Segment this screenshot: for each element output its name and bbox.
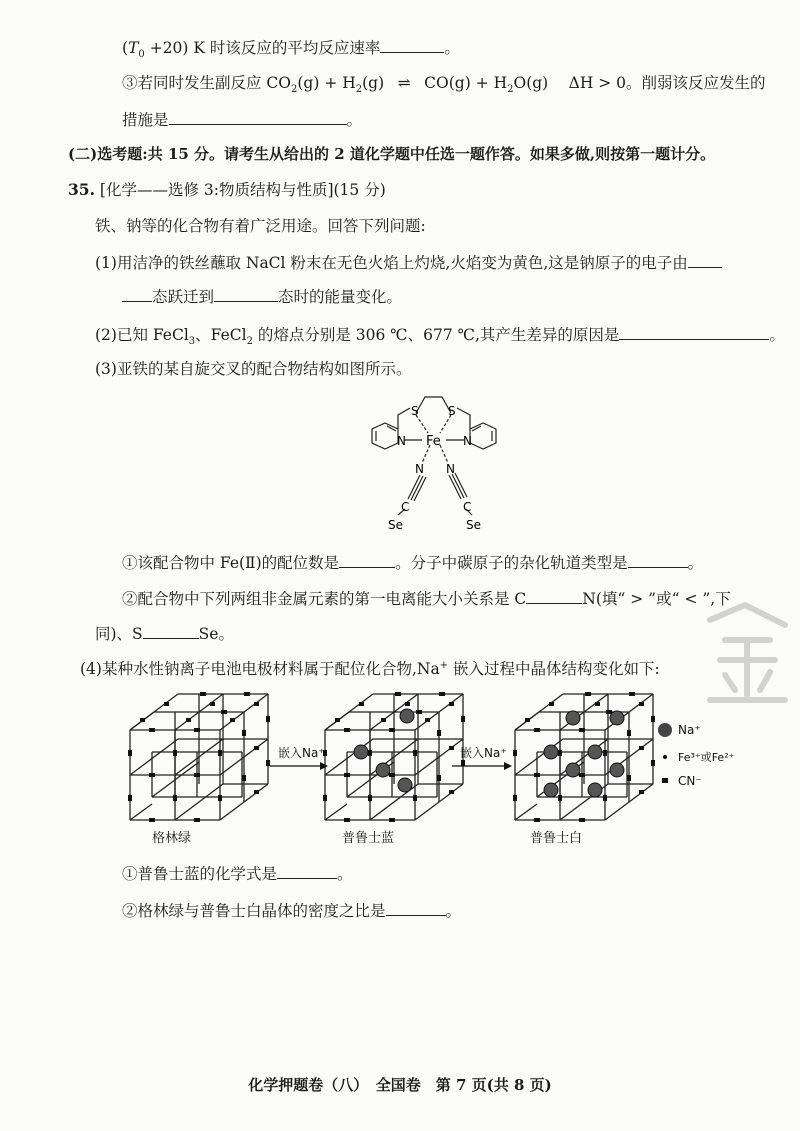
arrow-2 — [452, 745, 512, 770]
s-label: S — [411, 404, 419, 418]
answer-blank[interactable] — [143, 622, 199, 639]
answer-blank[interactable] — [122, 285, 152, 302]
n-label: N — [397, 434, 406, 448]
answer-blank[interactable] — [169, 108, 347, 125]
svg-text:Na⁺: Na⁺ — [678, 723, 701, 737]
arrow-1 — [270, 745, 328, 770]
c-label: C — [401, 500, 410, 514]
page-footer: 化学押题卷（八） 全国卷 第 7 页(共 8 页) — [248, 1076, 552, 1094]
q35-title: 35. [化学——选修 3:物质结构与性质](15 分) — [68, 180, 386, 199]
q35-part3-item2: ②配合物中下列两组非金属元素的第一电离能大小关系是 C N(填“ > ”或“ < ”,下 — [122, 587, 731, 610]
q35-part1-line2: 态跃迁到 态时的能量变化。 — [122, 285, 402, 308]
equilibrium-arrow: ⇌ — [397, 74, 411, 92]
q35-part3: (3)亚铁的某自旋交叉的配合物结构如图所示。 — [95, 360, 412, 378]
q35-part3-item1: ①该配合物中 Fe(Ⅱ)的配位数是 。分子中碳原子的杂化轨道类型是 。 — [122, 551, 703, 574]
legend — [658, 723, 735, 788]
cube-label: 普鲁士白 — [530, 831, 583, 846]
q3-measure-line: 措施是 。 — [122, 108, 362, 131]
s-label: S — [448, 404, 456, 418]
cube-blue — [323, 692, 465, 822]
answer-blank[interactable] — [628, 551, 688, 568]
cube-green — [128, 692, 270, 822]
answer-blank[interactable] — [277, 862, 337, 879]
n-label: N — [463, 434, 472, 448]
q35-part2: (2)已知 FeCl$_3$、FeCl$_2$ 的熔点分别是 306 ℃、677 ℃,其产生差异的原因是 。 — [95, 323, 785, 346]
c-label: C — [463, 500, 472, 514]
crystal-structure-diagram — [120, 690, 760, 850]
q35-part4-item2: ②格林绿与普鲁士白晶体的密度之比是 。 — [122, 899, 461, 922]
se-label: Se — [466, 518, 481, 532]
q35-part4-item1: ①普鲁士蓝的化学式是 。 — [122, 862, 353, 885]
n-label: N — [415, 462, 424, 476]
q3-rate-line: $(T_0 +20)$ K 时该反应的平均反应速率 。 — [122, 36, 460, 59]
answer-blank[interactable] — [688, 251, 722, 268]
answer-blank[interactable] — [386, 899, 446, 916]
complex-structure-diagram — [360, 385, 510, 535]
svg-text:嵌入Na⁺: 嵌入Na⁺ — [278, 746, 325, 760]
se-label: Se — [388, 518, 403, 532]
cube-label: 格林绿 — [152, 831, 192, 846]
fe-label: Fe — [426, 434, 441, 449]
svg-text:CN⁻: CN⁻ — [678, 774, 702, 788]
cube-white — [513, 692, 655, 822]
answer-blank[interactable] — [214, 285, 278, 302]
n-label: N — [446, 462, 455, 476]
answer-blank[interactable] — [526, 587, 582, 604]
q35-part1-line1: (1)用洁净的铁丝蘸取 NaCl 粉末在无色火焰上灼烧,火焰变为黄色,这是钠原子的电子由 — [95, 251, 722, 274]
q35-part3-item2-cont: 同)、S Se。 — [95, 622, 234, 645]
cube-label: 普鲁士蓝 — [342, 831, 395, 846]
q35-intro: 铁、钠等的化合物有着广泛用途。回答下列问题: — [95, 217, 426, 235]
answer-blank[interactable] — [619, 323, 769, 340]
q35-part4: (4)某种水性钠离子电池电极材料属于配位化合物,Na+ 嵌入过程中晶体结构变化如下: — [80, 659, 660, 678]
svg-text:Fe³⁺或Fe²⁺: Fe³⁺或Fe²⁺ — [678, 751, 735, 764]
answer-blank[interactable] — [380, 36, 444, 53]
section-heading: (二)选考题:共 15 分。请考生从给出的 2 道化学题中任选一题作答。如果多做,则按第一题计分。 — [68, 145, 716, 163]
q3-side-reaction-line: ③若同时发生副反应 $CO_2(g) + H_2(g)$ ⇌ $CO(g) + H_2O(g)$ ΔH > 0。削弱该反应发生的 — [122, 74, 766, 96]
answer-blank[interactable] — [339, 551, 395, 568]
svg-text:嵌入Na⁺: 嵌入Na⁺ — [460, 746, 507, 760]
